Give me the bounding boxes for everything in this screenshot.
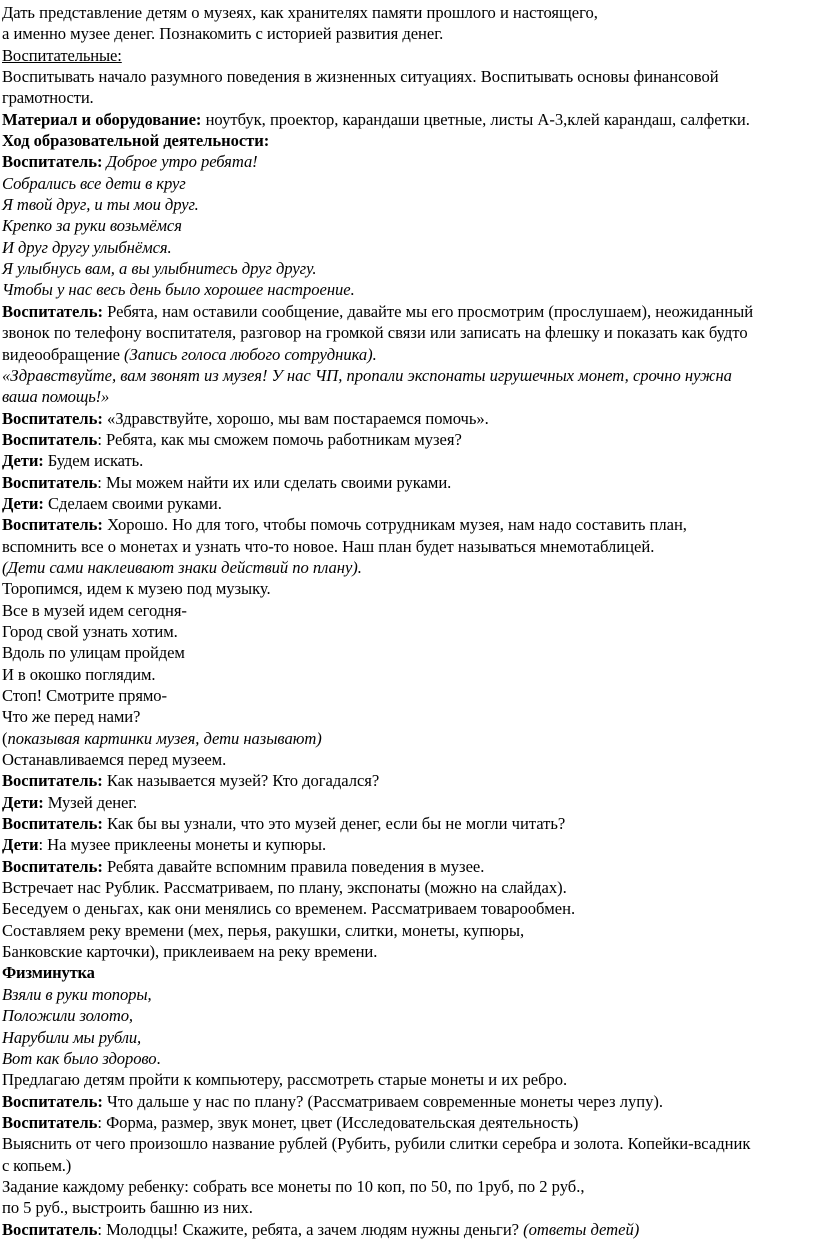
- verse-line: Собрались все дети в круг: [2, 173, 186, 193]
- text-line: а именно музее денег. Познакомить с историей развития денег.: [2, 24, 444, 44]
- verse-line: Я улыбнусь вам, а вы улыбнитесь друг другу.: [2, 259, 317, 279]
- verse-line: Я твой друг, и ты мои друг.: [2, 195, 199, 215]
- text-line: с копьем.): [2, 1155, 72, 1175]
- text-line: вспомнить все о монетах и узнать что-то новое. Наш план будет называться мнемотаблицей.: [2, 536, 655, 556]
- verse-line: Что же перед нами?: [2, 707, 141, 727]
- dialogue-line: Воспитатель: Молодцы! Скажите, ребята, а зачем людям нужны деньги? (ответы детей): [2, 1219, 640, 1239]
- text-line: Банковские карточки), приклеиваем на реку времени.: [2, 942, 378, 962]
- verse-line: Вдоль по улицам пройдем: [2, 643, 185, 663]
- text-line: Составляем реку времени (мех, перья, ракушки, слитки, монеты, купюры,: [2, 920, 525, 940]
- dialogue-line: Воспитатель: Ребята давайте вспомним правила поведения в музее.: [2, 856, 485, 876]
- text-line: звонок по телефону воспитателя, разговор на громкой связи или записать на флешку и показать как будто: [2, 323, 748, 343]
- dialogue-line: Воспитатель: Ребята, нам оставили сообщение, давайте мы его просмотрим (прослушаем), неожиданный: [2, 301, 754, 321]
- dialogue-line: Дети: Сделаем своими руками.: [2, 493, 222, 513]
- dialogue-line: Воспитатель: Что дальше у нас по плану? (Рассматриваем современные монеты через лупу).: [2, 1091, 663, 1111]
- text-line: Беседуем о деньгах, как они менялись со временем. Рассматриваем товарообмен.: [2, 899, 576, 919]
- dialogue-line: Воспитатель: «Здравствуйте, хорошо, мы вам постараемся помочь».: [2, 408, 489, 428]
- text-line: Выяснить от чего произошло название рублей (Рубить, рубили слитки серебра и золота. Копейки-всадник: [2, 1134, 751, 1154]
- dialogue-line: Воспитатель: Ребята, как мы сможем помочь работникам музея?: [2, 429, 462, 449]
- dialogue-line: Воспитатель: Как называется музей? Кто догадался?: [2, 771, 380, 791]
- message-line: «Здравствуйте, вам звонят из музея! У нас ЧП, пропали экспонаты игрушечных монет, срочно нужна: [2, 365, 732, 385]
- text-line: Предлагаю детям пройти к компьютеру, рассмотреть старые монеты и их ребро.: [2, 1070, 568, 1090]
- verse-line: Стоп! Смотрите прямо-: [2, 686, 167, 705]
- text-line: Воспитывать начало разумного поведения в жизненных ситуациях. Воспитывать основы финансовой: [2, 67, 719, 87]
- text-line: Встречает нас Рублик. Рассматриваем, по плану, экспонаты (можно на слайдах).: [2, 878, 567, 898]
- text-line: Торопимся, идем к музею под музыку.: [2, 579, 271, 599]
- verse-line: И друг другу улыбнёмся.: [2, 237, 172, 257]
- text-line: Останавливаемся перед музеем.: [2, 750, 227, 770]
- dialogue-line: Воспитатель: Доброе утро ребята!: [2, 152, 258, 172]
- section-heading-activity: Ход образовательной деятельности:: [2, 131, 270, 151]
- section-heading-exercise: Физминутка: [2, 963, 95, 983]
- verse-line: Взяли в руки топоры,: [2, 984, 152, 1004]
- text-line: грамотности.: [2, 88, 94, 108]
- section-heading-upbringing: Воспитательные:: [2, 45, 122, 65]
- text-line: по 5 руб., выстроить башню из них.: [2, 1198, 253, 1218]
- text-line: Задание каждому ребенку: собрать все монеты по 10 коп, по 50, по 1руб, по 2 руб.,: [2, 1176, 585, 1196]
- text-line: Дать представление детям о музеях, как хранителях памяти прошлого и настоящего,: [2, 3, 598, 22]
- verse-line: Вот как было здорово.: [2, 1048, 161, 1068]
- verse-line: И в окошко поглядим.: [2, 664, 156, 684]
- dialogue-line: Дети: Будем искать.: [2, 451, 144, 471]
- materials-line: Материал и оборудование: ноутбук, проектор, карандаши цветные, листы А-3,клей карандаш, салфетки.: [2, 109, 750, 129]
- message-line: ваша помощь!»: [2, 387, 110, 407]
- text-line: видеообращение (Запись голоса любого сотрудника).: [2, 344, 377, 364]
- verse-line: Нарубили мы рубли,: [2, 1027, 142, 1047]
- dialogue-line: Воспитатель: Мы можем найти их или сделать своими руками.: [2, 472, 452, 492]
- verse-line: Положили золото,: [2, 1006, 133, 1026]
- verse-line: Крепко за руки возьмёмся: [2, 216, 182, 236]
- stage-note: (Дети сами наклеивают знаки действий по плану).: [2, 557, 362, 577]
- dialogue-line: Воспитатель: Форма, размер, звук монет, цвет (Исследовательская деятельность): [2, 1112, 579, 1132]
- verse-line: Город свой узнать хотим.: [2, 621, 178, 641]
- stage-note: (показывая картинки музея, дети называют): [2, 728, 322, 748]
- dialogue-line: Дети: Музей денег.: [2, 792, 138, 812]
- verse-line: Все в музей идем сегодня-: [2, 600, 187, 620]
- dialogue-line: Воспитатель: Как бы вы узнали, что это музей денег, если бы не могли читать?: [2, 814, 566, 834]
- dialogue-line: Воспитатель: Хорошо. Но для того, чтобы помочь сотрудникам музея, нам надо составить план,: [2, 515, 687, 535]
- dialogue-line: Дети: На музее приклеены монеты и купюры.: [2, 835, 327, 855]
- verse-line: Чтобы у нас весь день было хорошее настроение.: [2, 280, 355, 300]
